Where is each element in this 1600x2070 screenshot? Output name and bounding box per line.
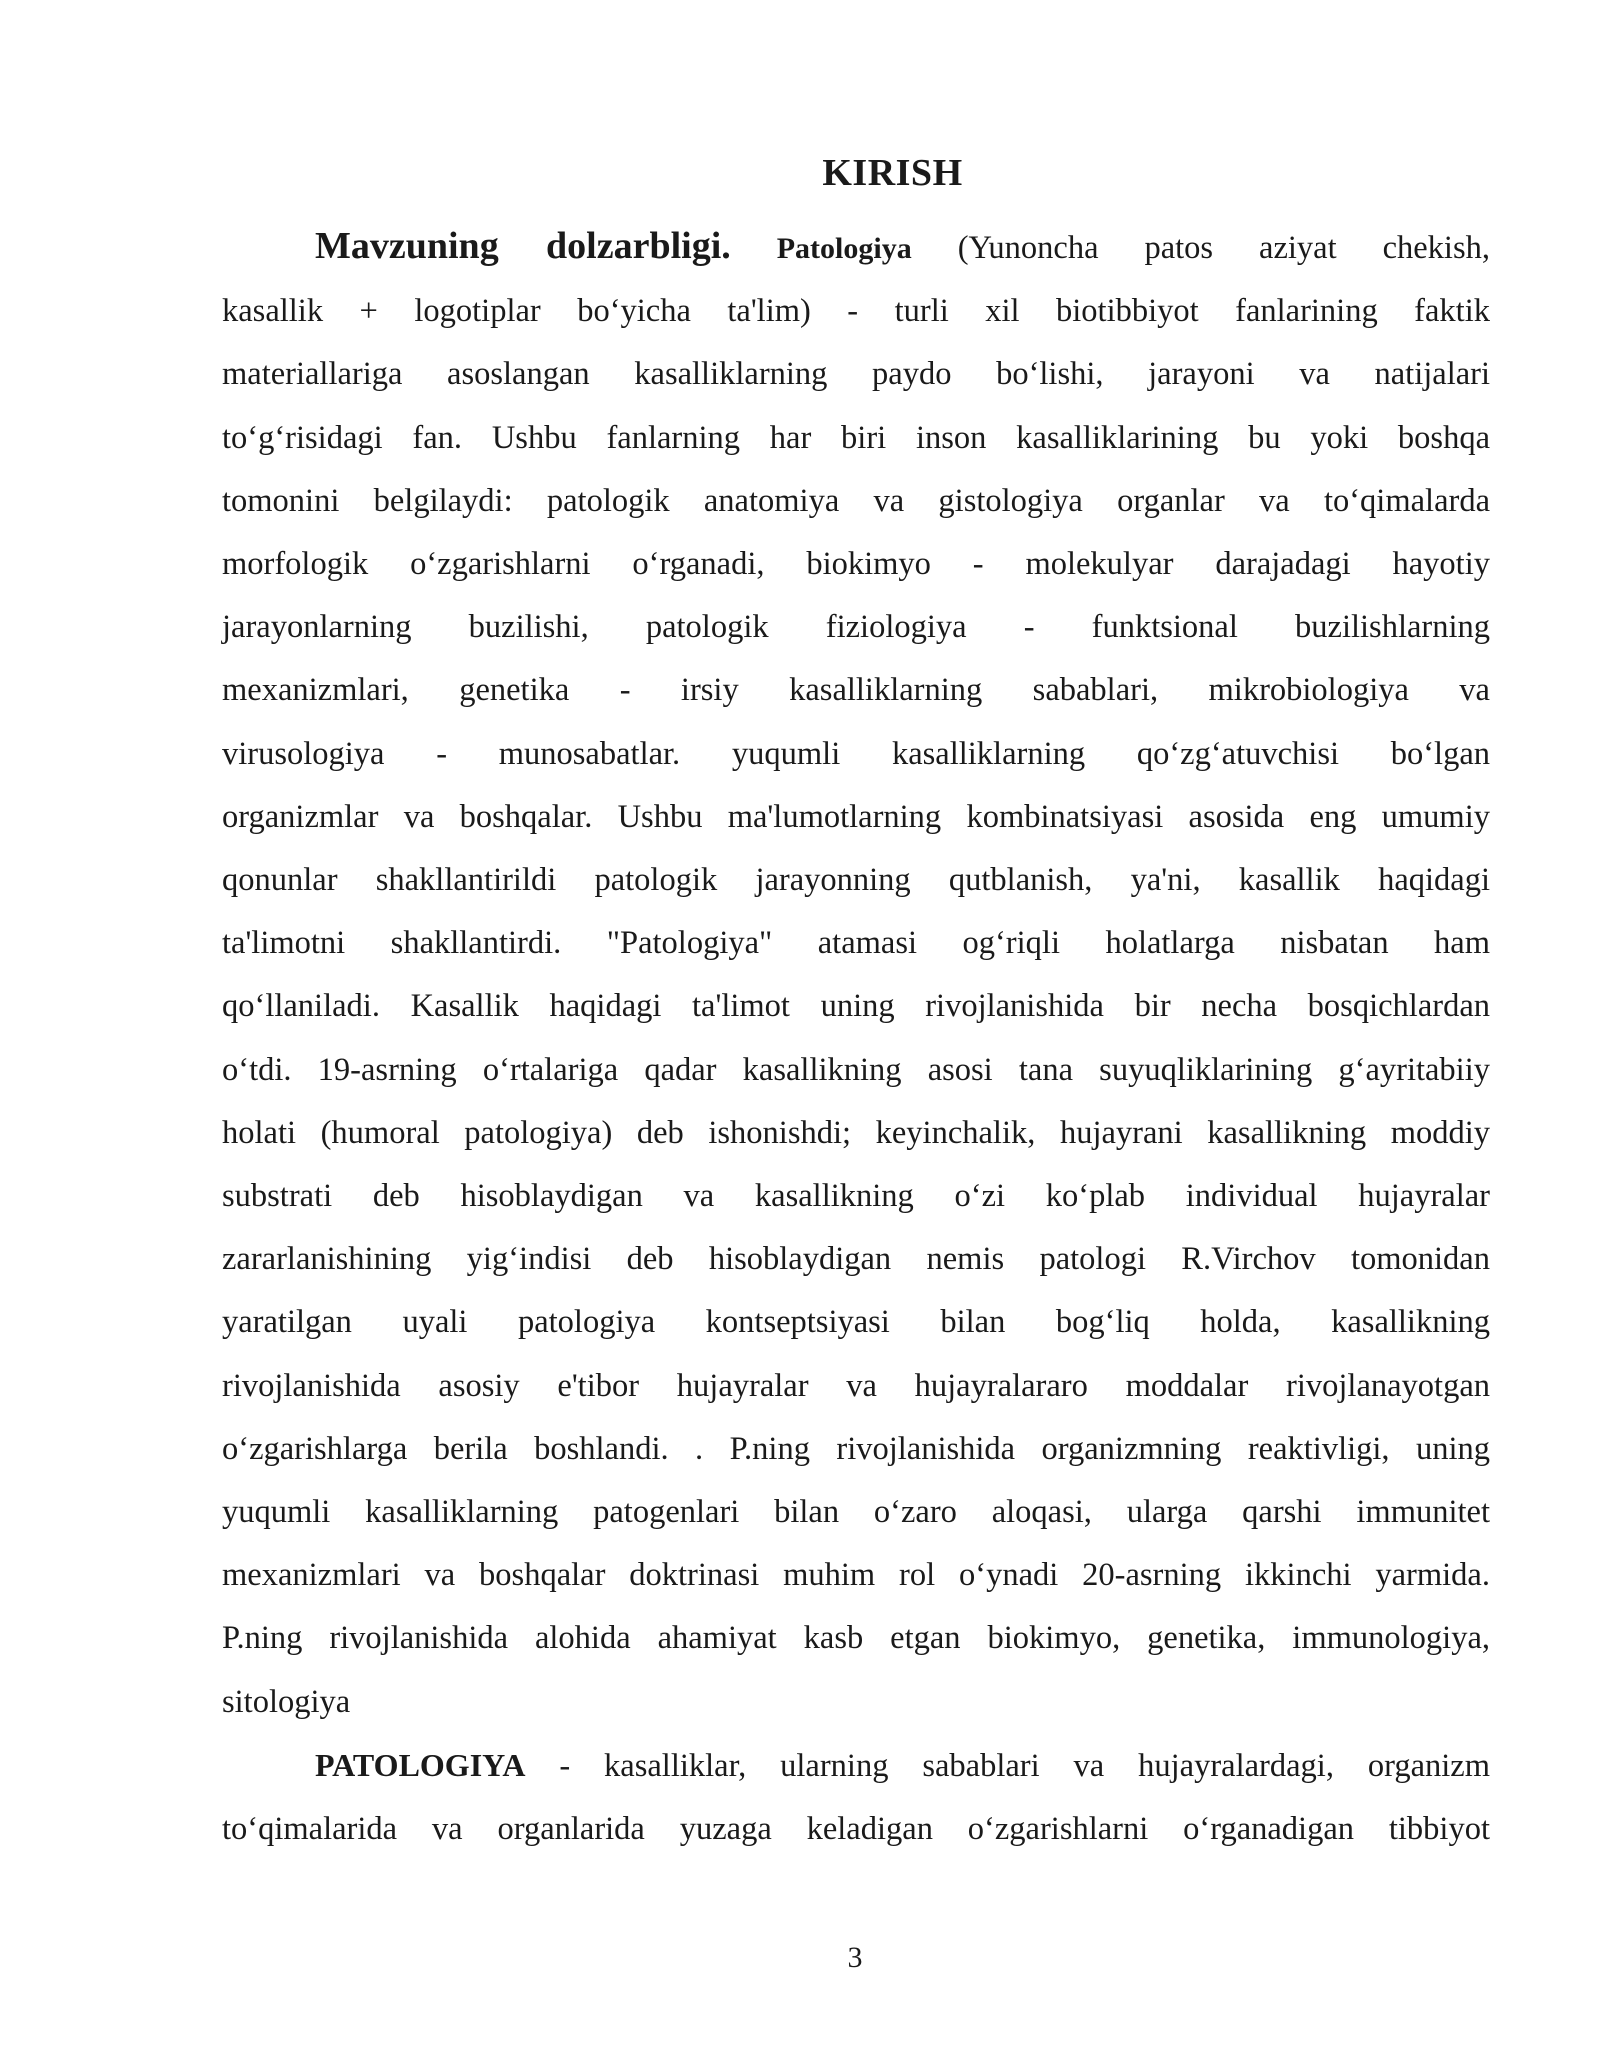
text-line: substrati deb hisoblaydigan va kasallikning o‘zi ko‘plab individual hujayralar xyxy=(222,1178,1490,1215)
paragraph-1-first-line xyxy=(222,215,1490,280)
text-line: yaratilgan uyali patologiya kontseptsiyasi bilan bog‘liq holda, kasallikning xyxy=(222,1304,1490,1341)
text-line: P.ning rivojlanishida alohida ahamiyat kasb etgan biokimyo, genetika, immunologiya, xyxy=(222,1620,1490,1657)
text-line: o‘zgarishlarga berila boshlandi. . P.ning rivojlanishida organizmning reaktivligi, uning xyxy=(222,1430,1490,1467)
text-line: organizmlar va boshqalar. Ushbu ma'lumotlarning kombinatsiyasi asosida eng umumiy xyxy=(222,798,1490,835)
text-line: rivojlanishida asosiy e'tibor hujayralar va hujayralararo moddalar rivojlanayotgan xyxy=(222,1367,1490,1404)
text-line: jarayonlarning buzilishi, patologik fiziologiya - funktsional buzilishlarning xyxy=(222,609,1490,646)
text-line: materiallariga asoslangan kasalliklarning paydo bo‘lishi, jarayoni va natijalari xyxy=(222,356,1490,393)
page-number: 3 xyxy=(847,1941,863,1974)
text-line: mexanizmlari, genetika - irsiy kasalliklarning sabablari, mikrobiologiya va xyxy=(222,672,1490,709)
text-line: to‘qimalarida va organlarida yuzaga keladigan o‘zgarishlarni o‘rganadigan tibbiyot xyxy=(222,1811,1490,1848)
paragraph-2-first-line xyxy=(222,1734,1490,1798)
paragraph-1-last-line: sitologiya xyxy=(222,1683,351,1720)
text-line: yuqumli kasalliklarning patogenlari bilan o‘zaro aloqasi, ularga qarshi immunitet xyxy=(222,1494,1490,1531)
text-line: morfologik o‘zgarishlarni o‘rganadi, biokimyo - molekulyar darajadagi hayotiy xyxy=(222,546,1490,583)
text-line: to‘g‘risidagi fan. Ushbu fanlarning har biri inson kasalliklarining bu yoki boshqa xyxy=(222,419,1490,456)
text-line: qonunlar shakllantirildi patologik jarayonning qutblanish, ya'ni, kasallik haqidagi xyxy=(222,862,1490,899)
text-line: o‘tdi. 19-asrning o‘rtalariga qadar kasallikning asosi tana suyuqliklarining g‘ayritabiiy xyxy=(222,1051,1490,1088)
text-line: qo‘llaniladi. Kasallik haqidagi ta'limot uning rivojlanishida bir necha bosqichlardan xyxy=(222,988,1490,1025)
text-line: holati (humoral patologiya) deb ishonishdi; keyinchalik, hujayrani kasallikning moddiy xyxy=(222,1114,1490,1151)
term-caps: PATOLOGIYA xyxy=(315,1746,526,1783)
lead-bold-phrase: Mavzuning dolzarbligi. xyxy=(315,225,731,267)
text-line: tomonini belgilaydi: patologik anatomiya va gistologiya organlar va to‘qimalarda xyxy=(222,482,1490,519)
paragraph-1-first-line-rest: (Yunoncha patos aziyat chekish, xyxy=(957,230,1490,266)
section-heading: KIRISH xyxy=(822,152,963,194)
text-line: ta'limotni shakllantirdi. "Patologiya" atamasi og‘riqli holatlarga nisbatan ham xyxy=(222,925,1490,962)
term-bold: Patologiya xyxy=(776,232,912,265)
text-line: mexanizmlari va boshqalar doktrinasi muhim rol o‘ynadi 20-asrning ikkinchi yarmida. xyxy=(222,1557,1490,1594)
text-line: virusologiya - munosabatlar. yuqumli kasalliklarning qo‘zg‘atuvchisi bo‘lgan xyxy=(222,735,1490,772)
paragraph-2-first-line-rest: - kasalliklar, ularning sabablari va hujayralardagi, organizm xyxy=(525,1747,1490,1784)
text-line: zararlanishining yig‘indisi deb hisoblaydigan nemis patologi R.Virchov tomonidan xyxy=(222,1241,1490,1278)
body-text xyxy=(222,215,1490,1861)
text-line: kasallik + logotiplar bo‘yicha ta'lim) - turli xil biotibbiyot fanlarining faktik xyxy=(222,293,1490,330)
